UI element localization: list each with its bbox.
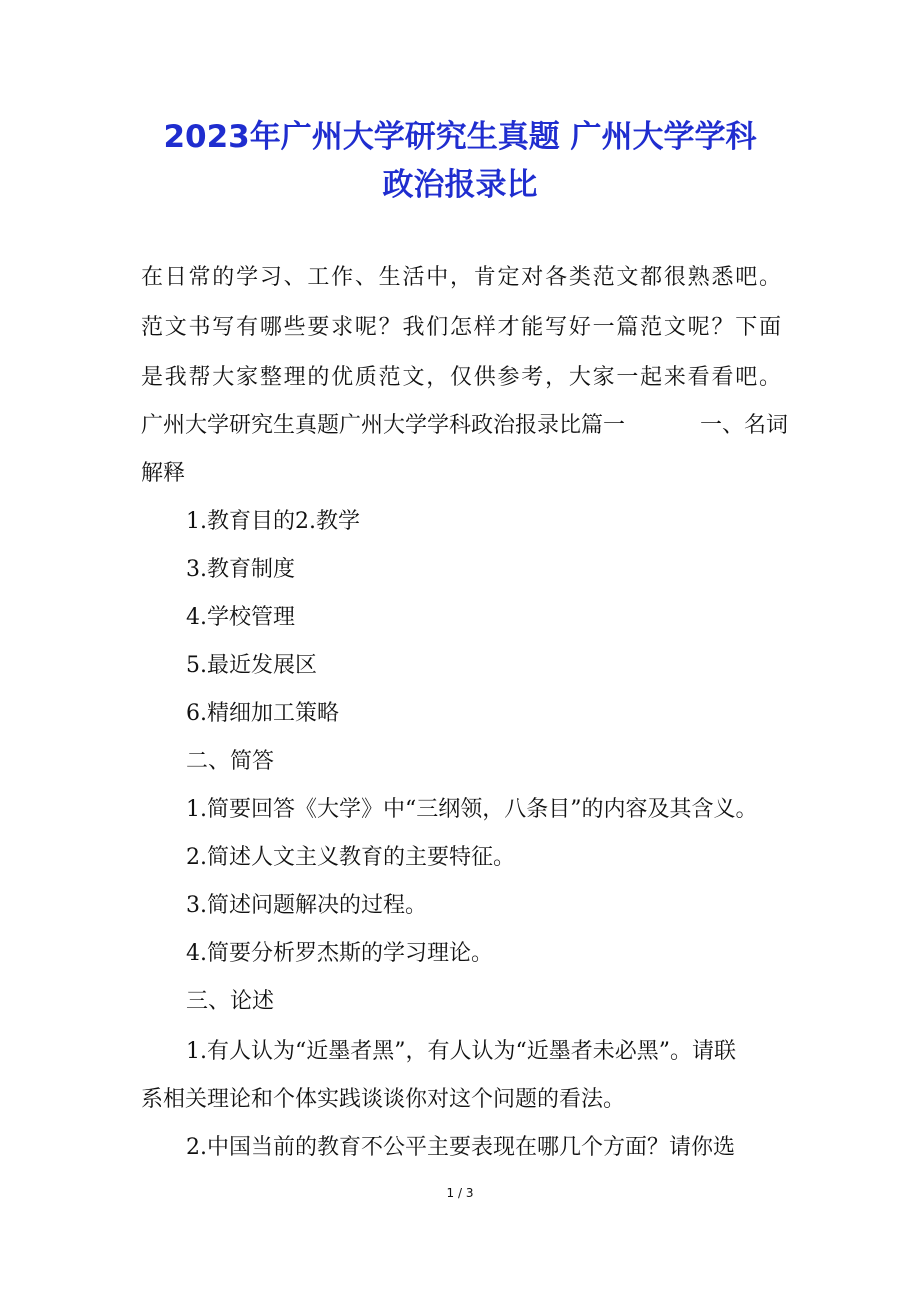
section3-item-1-line2: 系相关理论和个体实践谈谈你对这个问题的看法。	[141, 1087, 626, 1112]
intro-line-3: 是我帮大家整理的优质范文，仅供参考，大家一起来看看吧。	[141, 365, 781, 390]
section1-item-3: 4.学校管理	[186, 605, 295, 630]
page-number: 1 / 3	[446, 1186, 474, 1200]
section3-item-2-line1: 2.中国当前的教育不公平主要表现在哪几个方面？请你选	[186, 1135, 735, 1160]
article-heading: 广州大学研究生真题广州大学学科政治报录比篇一	[141, 413, 626, 438]
section1-title: 一、名词	[700, 413, 789, 438]
section3-item-1-line1: 1.有人认为“近墨者黑”，有人认为“近墨者未必黑”。请联	[186, 1039, 736, 1064]
section1-item-2: 3.教育制度	[186, 557, 295, 582]
section1-title-continued: 解释	[141, 461, 186, 486]
section3-title: 三、论述	[186, 989, 275, 1014]
section1-item-5: 6.精细加工策略	[186, 701, 339, 726]
section2-item-3: 3.简述问题解决的过程。	[186, 893, 427, 918]
section2-item-2: 2.简述人文主义教育的主要特征。	[186, 845, 515, 870]
section2-title: 二、简答	[186, 749, 275, 774]
document-title-line1: 2023年广州大学研究生真题 广州大学学科	[163, 119, 757, 155]
section1-item-4: 5.最近发展区	[186, 653, 317, 678]
document-title-line2: 政治报录比	[382, 167, 538, 203]
section2-item-4: 4.简要分析罗杰斯的学习理论。	[186, 941, 493, 966]
section1-item-1: 1.教育目的2.教学	[186, 509, 360, 534]
intro-line-2: 范文书写有哪些要求呢？我们怎样才能写好一篇范文呢？下面	[141, 315, 781, 340]
intro-line-1: 在日常的学习、工作、生活中，肯定对各类范文都很熟悉吧。	[141, 265, 781, 290]
section2-item-1: 1.简要回答《大学》中“三纲领，八条目”的内容及其含义。	[186, 797, 758, 822]
